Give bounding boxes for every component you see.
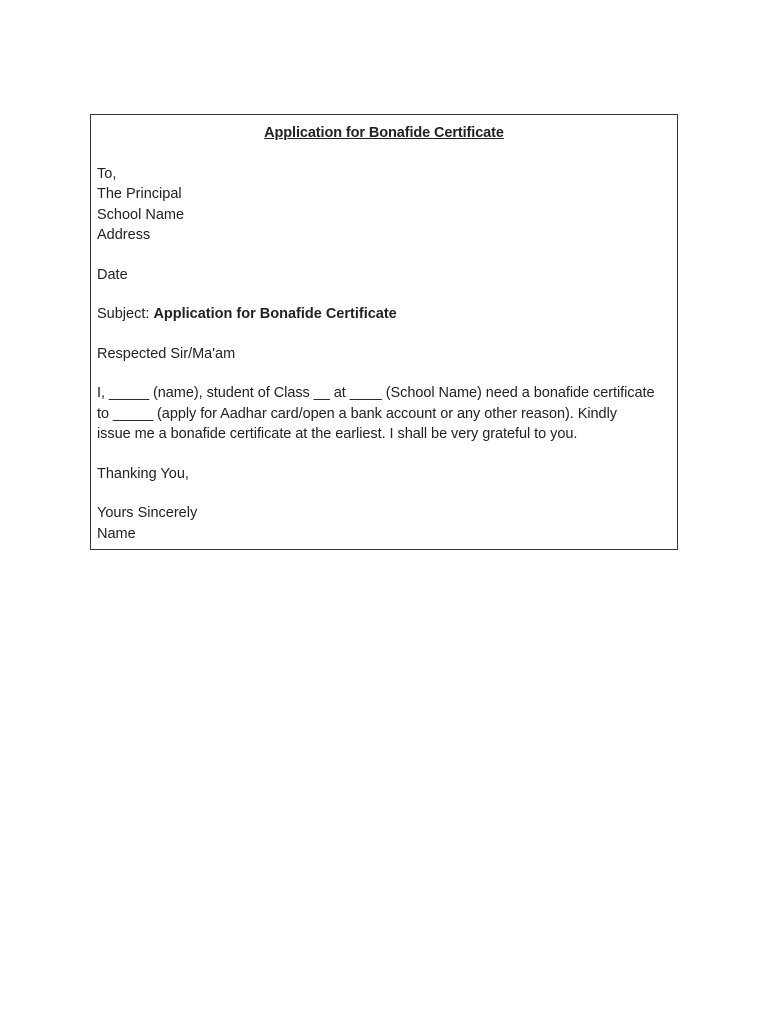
letter-body	[97, 383, 671, 445]
thanks-line: Thanking You,	[97, 465, 189, 482]
document-title: Application for Bonafide Certificate	[264, 125, 504, 141]
signature-name: Name	[97, 525, 136, 542]
addressee-school: School Name	[97, 206, 185, 223]
addressee-to: To,	[97, 165, 117, 182]
body-line: to _____ (apply for Aadhar card/open a bank account or any other reason). Kindly	[97, 405, 617, 422]
bonafide-letter-template	[90, 114, 678, 550]
subject-line	[97, 304, 671, 325]
subject-label: Subject:	[97, 306, 150, 322]
addressee-block	[97, 164, 671, 246]
salutation: Respected Sir/Ma'am	[97, 345, 236, 362]
closing-line: Yours Sincerely	[97, 505, 198, 521]
closing-block	[97, 503, 671, 544]
addressee-address: Address	[97, 227, 151, 243]
addressee-recipient: The Principal	[97, 186, 182, 202]
body-line: issue me a bonafide certificate at the earliest. I shall be very grateful to you.	[97, 426, 578, 442]
body-line: I, _____ (name), student of Class __ at ____ (School Name) need a bonafide certificate	[97, 385, 655, 401]
date-line: Date	[97, 266, 128, 283]
subject-text: Application for Bonafide Certificate	[153, 306, 397, 322]
